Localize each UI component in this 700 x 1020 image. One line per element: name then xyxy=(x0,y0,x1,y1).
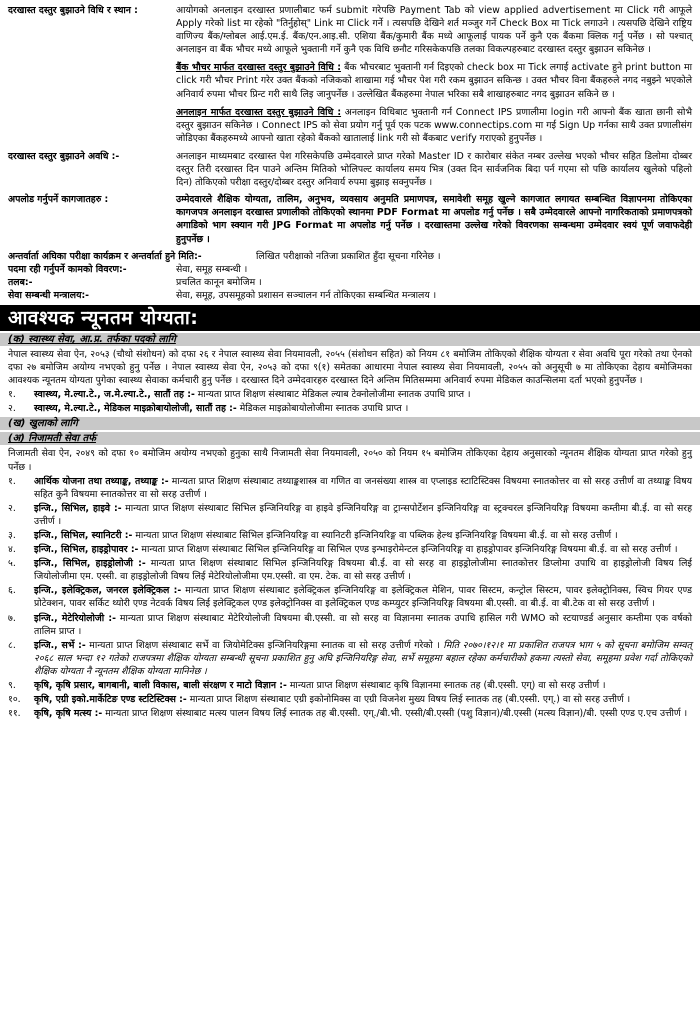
list-item xyxy=(8,502,692,528)
item-title: इन्जि., सिभिल, हाइवे :- xyxy=(34,502,122,514)
item-number: २. xyxy=(8,502,16,514)
info-row-value: लिखित परीक्षाको नतिजा प्रकाशित हुँदा सूचना गरिनेछ । xyxy=(256,250,441,262)
item-number: ३. xyxy=(8,530,16,541)
list-item xyxy=(8,529,692,542)
item-text: मान्यता प्राप्त शिक्षण संस्थाबाट इलेक्ट्रिकल इन्जिनियरिङ्ग वा इलेक्ट्रिकल मेशिन, पावर सिस्टम, कन्ट्रोल सिस्टम, पावर इलेक्ट्रोनिक्स, स्विच गियर एण्ड प्रोटेक्शन, पावर सर्किट थ्योरी एण्ड नेटवर्क विषय लिई इलेक्ट्रिकल एण्ड इलेक्ट्रोनिक्स वा इलेक्ट्रिकल एण्ड कम्प्युटर इन्जिनियरिङ्ग विषयमा बी.एस्सी. वा बी.ई. वा बी.टेक वा सो सरह उत्तीर्ण । xyxy=(34,585,692,610)
list-item xyxy=(8,639,692,678)
item-number: ७. xyxy=(8,612,16,624)
item-text: मान्यता प्राप्त शिक्षण संस्थाबाट मेडिकल ल्याब टेक्नोलोजीमा स्नातक उपाधि प्राप्त । xyxy=(197,389,471,401)
item-text: मान्यता प्राप्त शिक्षण संस्थाबाट मत्स्य पालन विषय लिई स्नातक तह बी.एस्सी. एग्./बी.भी. एस्सी/बी.एस्सी (पशु विज्ञान)/बी.एस्सी (मत्स्य विज्ञान)/बी. एस्सी एण्ड ए.एच उत्तीर्ण । xyxy=(105,708,688,720)
deadline-text: अनलाइन माध्यमबाट दरखास्त पेश गरिसकेपछि उम्मेदवारले प्राप्त गरेको Master ID र कारोबार संकेत नम्बर उल्लेख भएको भौचर सहित डिलोमा दोब्बर दस्तुर तिरी दरखास्त दिन पाउने अन्तिम मितिको भोलिपल्ट कार्यालय समय भित्र (उक्त दिन सार्वजनिक बिदा पर्न गएमा सो पछि कार्यालय खुलेको पहिलो दिन) तोकिएको परीक्षा दस्तुर/दोब्बर दस्तुर अनिवार्य रुपमा बुझाइ सक्नुपर्नेछ । xyxy=(176,150,692,189)
item-text: मान्यता प्राप्त शिक्षण संस्थाबाट सिभिल इन्जिनियरिङ्ग वा सिभिल एण्ड इन्भाइरोमेन्टल इन्जिनियरिङ्ग वा हाइड्रोपावर इन्जिनियरिङ्ग विषयमा बी.ई. वा सो सरह उत्तीर्ण । xyxy=(141,544,678,556)
item-title: स्वास्थ्य, मे.ल्या.टे., मेडिकल माइक्रोबायोलोजी, सातौं तह :- xyxy=(34,403,237,415)
apply-method-text: आयोगको अनलाइन दरखास्त प्रणालीबाट फर्म submit गरेपछि Payment Tab को view applied advertisement मा Click गरी आफूले Apply गरेको list मा रहेको "तिर्नुहोस्" Link मा Click गर्ने । त्यसपछि देखिने शर्त मञ्जुर गर्ने Check Box मा Tick लगाउने । त्यसपछि देखिने राष्ट्रिय वाणिज्य बैंक/ग्लोबल आई.एम.ई. बैंक/एन.आइ.सी. एशिया बैंक/कुमारी बैंक मध्ये आफूलाई पायक पर्ने कुनै एक बैंकमा क्लिक गर्नु पर्नेछ । सो पश्चात् अनलाइन वा बैंक भौचर मध्ये आफूले भुक्तानी गर्ने कुनै एक विधि छनौट गरिसकेकपछि तलका विकल्पहरुबाट दरखास्त दस्तुर बुझाउन सकिनेछ । xyxy=(176,5,692,56)
list-item xyxy=(8,584,692,610)
item-title: इन्जि., सिभिल, हाइड्रोलोजी :- xyxy=(34,558,146,570)
item-number: १०. xyxy=(8,694,21,706)
item-text: मान्यता प्राप्त शिक्षण संस्थाबाट तथ्याङ्कशास्त्र वा गणित वा जनसंख्या शास्त्र वा एप्लाइड स्टाटिस्टिक्स विषयमा स्नातकोत्तर वा सो सरह उत्तीर्ण वा तथ्याङ्क विषय सहित कुनै विषयमा स्नातकोत्तर वा सो सरह उत्तीर्ण । xyxy=(34,475,692,500)
open-heading: (ख) खुलाको लागि xyxy=(0,417,700,430)
list-item xyxy=(8,543,692,556)
item-number: ८. xyxy=(8,639,16,651)
item-title: स्वास्थ्य, मे.ल्या.टे., ज.मे.ल्या.टे., सातौं तह :- xyxy=(34,389,195,401)
online-method xyxy=(176,106,692,145)
item-text: मेडिकल माइक्रोबायोलोजीमा स्नातक उपाधि प्राप्त । xyxy=(239,403,409,415)
info-row-label: सेवा सम्बन्धी मन्त्रालय:- xyxy=(8,289,90,301)
info-row-value: प्रचलित कानून बमोजिम । xyxy=(176,276,262,288)
info-row-ministry xyxy=(8,289,692,302)
list-item xyxy=(8,475,692,501)
list-item xyxy=(8,388,692,401)
info-row-value: सेवा, समूह, उपसमूहको प्रशासन सञ्चालन गर्न तोकिएका सम्बन्धित मन्त्रालय । xyxy=(176,289,437,301)
item-title: इन्जि., सिभिल, हाइड्रोपावर :- xyxy=(34,544,139,556)
apply-method-label: दरखास्त दस्तुर बुझाउने विधि र स्थान : xyxy=(8,5,138,16)
civil-items xyxy=(8,475,692,721)
item-text: मान्यता प्राप्त शिक्षण संस्थाबाट सर्भे वा जियोमेटिक्स इन्जिनियरिङ्गमा स्नातक वा सो सरह उत्तीर्ण गरेको । xyxy=(89,639,440,651)
info-row-label: अन्तर्वार्ता अघिका परीक्षा कार्यक्रम र अन्तर्वार्ता हुने मिति:- xyxy=(8,250,202,262)
item-text: मान्यता प्राप्त शिक्षण संस्थाबाट मेटेरियोलोजी विषयमा बी.एस्सी. वा सो सरह वा विज्ञानमा स्नातक उपाधि हासिल गरी WMO को स्टयाण्डर्ड अनुसार कम्तीमा एक वर्षको तालिम प्राप्त । xyxy=(34,612,692,637)
item-number: १. xyxy=(8,475,16,487)
list-item xyxy=(8,693,692,706)
list-item xyxy=(8,402,692,415)
health-service-heading: (क) स्वास्थ्य सेवा, आ.प्र. तर्फका पदको लागि xyxy=(0,333,700,346)
info-rows xyxy=(8,250,692,302)
info-row-label: तलब:- xyxy=(8,276,33,288)
list-item xyxy=(8,557,692,583)
item-text: मान्यता प्राप्त शिक्षण संस्थाबाट सिभिल इन्जिनियरिङ्ग वा स्यानिटरी इन्जिनियरिङ्ग वा पब्लिक हेल्थ इन्जिनियरिङ्ग विषयमा बी.ई. वा सो सरह उत्तीर्ण । xyxy=(135,530,618,541)
online-method-text: अनलाइन विधिबाट भुक्तानी गर्न Connect IPS प्रणालीमा login गरी आफ्नो बैंक खाता छानी सोभै दस्तुर बुझाउन सकिनेछ । Connect IPS को सेवा प्रयोग गर्नु पूर्व एक पटक www.connectips.com मा गई Sign Up गर्नका साथै उक्त प्रणालीसंग जोडिएका बैंकहरुमध्ये आफ्नो खाता रहेको बैंकको खातालाई link गरी सो बैंकबाट verify गराएको हुनुपर्नेछ । xyxy=(176,106,693,144)
list-item xyxy=(8,679,692,692)
info-row-duties xyxy=(8,263,692,276)
item-title: इन्जि., सर्भे :- xyxy=(34,639,86,651)
item-number: ९. xyxy=(8,680,16,692)
list-item xyxy=(8,612,692,638)
upload-section xyxy=(8,193,692,245)
civil-service-paragraph: निजामती सेवा ऐन, २०४९ को दफा १० बमोजिम अयोग्य नभएको हुनुका साथै निजामती सेवा नियमावली, २०५० को नियम १५ बमोजिम तोकिएका देहाय अनुसारको न्यूनतम शैक्षिक योग्यता प्राप्त गरेको हुनु पर्नेछ । xyxy=(8,448,692,473)
item-title: कृषि, कृषि प्रसार, बागबानी, बाली विकास, बाली संरक्षण र माटो विज्ञान :- xyxy=(34,680,287,692)
upload-label: अपलोड गर्नुपर्ने कागजातहरु : xyxy=(8,194,109,206)
item-title: इन्जि., इलेक्ट्रिकल, जनरल इलेक्ट्रिकल :- xyxy=(34,585,182,597)
item-text: मान्यता प्राप्त शिक्षण संस्थाबाट सिभिल इन्जिनियरिङ्ग विषयमा बी.ई. वा सो सरह वा हाइड्रोलोजीमा स्नातकोत्तर डिप्लोमा उपाधि वा हाइड्रोलोजी विषय लिई जियोलोजीमा एम. एस्सी. वा हाइड्रोलोजी विषय लिई मेटेरियोलोजीमा एम.एस्सी. वा एम. टेक. वा सो सरह उत्तीर्ण । xyxy=(34,558,692,583)
item-title: आर्थिक योजना तथा तथ्याङ्क, तथ्याङ्क :- xyxy=(34,475,169,487)
info-row-label: पदमा रही गर्नुपर्ने कामको विवरण:- xyxy=(8,263,127,275)
apply-method-section xyxy=(8,4,692,56)
upload-text: उम्मेदवारले शैक्षिक योग्यता, तालिम, अनुभव, व्यवसाय अनुमति प्रमाणपत्र, समावेशी समूह खुल्ने कागजात लगायत सम्बन्धित विज्ञापनमा तोकिएका कागजपत्र अनलाइन दरखास्त प्रणालीको तोकिएको स्थानमा PDF Format मा अपलोड गर्नु पर्नेछ । सबै उम्मेदवारले आफ्नो नागरिकताको प्रमाणपत्रको अगाडिको भाग स्क्यान गरी JPG Format मा अपलोड गर्नु पर्नेछ । दरखास्तमा उल्लेख गरेको विवरणका सम्बन्धमा उम्मेदवार स्वयं पूर्ण जवाफदेही हुनुपर्नेछ । xyxy=(176,194,692,245)
item-text: मान्यता प्राप्त शिक्षण संस्थाबाट सिभिल इन्जिनियरिङ्ग वा हाइवे इन्जिनियरिङ्ग वा ट्रान्सपोर्टेशन इन्जिनियरिङ्ग वा स्ट्रक्चरल इन्जिनियरिङ्ग विषयमा कम्तीमा बी.ई. वा सो सरह उत्तीर्ण । xyxy=(34,502,692,527)
item-number: ६. xyxy=(8,585,16,597)
list-item xyxy=(8,707,692,720)
voucher-method xyxy=(176,61,692,100)
voucher-method-text: बैंक भौचरबाट भुक्तानी गर्न दिइएको check box मा Tick लगाई activate हुने print button मा click गरी भौचर Print गरेर उक्त बैंकको नजिकको शाखामा गई भौचर पेश गरी रकम बुझाउन सकिन्छ । उक्त भौचर विना बैंकहरुले नगद नबुझ्ने भएकोले अनिवार्य रुपमा भौचर प्रिन्ट गरी साथै लिइ जानुपर्नेछ । उल्लेखित बैंकहरुमा नेपाल भरिका सबै शाखाहरुबाट नगद बुझाउन सकिने छ । xyxy=(176,62,692,100)
item-title: कृषि, कृषि मत्स्य :- xyxy=(34,708,103,720)
qualification-banner: आवश्यक न्यूनतम योग्यता: xyxy=(0,305,700,331)
item-number: ४. xyxy=(8,544,16,556)
online-method-heading: अनलाइन मार्फत दरखास्त दस्तुर बुझाउने विधि : xyxy=(176,106,342,118)
health-items xyxy=(8,388,692,415)
item-text: मान्यता प्राप्त शिक्षण संस्थाबाट एग्री इकोनोमिक्स वा एग्री विजनेश मुख्य विषय लिई स्नातक तह (बी.एस्सी. एग्.) वा सो सरह उत्तीर्ण । xyxy=(189,694,631,706)
info-row-value: सेवा, समूह सम्बन्धी । xyxy=(176,263,248,275)
item-number: २. xyxy=(8,403,16,415)
item-number: १. xyxy=(8,389,16,401)
item-title: कृषि, एग्री इको.मार्केटिङ एण्ड स्टटिस्टिक्स :- xyxy=(34,694,187,706)
info-row-salary xyxy=(8,276,692,289)
health-service-paragraph: नेपाल स्वास्थ्य सेवा ऐन, २०५३ (चौथो संशोधन) को दफा २६ र नेपाल स्वास्थ्य सेवा नियमावली, २०५५ (संशोधन सहित) को नियम ८१ बमोजिम तोकिएको शैक्षिक योग्यता र सेवा अवधि पूरा गरेको तथा ऐनको दफा २७ बमोजिम अयोग्य नभएको हुनु पर्नेछ । नेपाल स्वास्थ्य सेवा ऐन, २०५३ को दफा ९(१) समेतका आधारमा नेपाल स्वास्थ्य सेवा नियमावली, २०५५ को अनुसूची ७ मा तोकिएका देहाय बमोजिमका आवश्यक न्यूनतम योग्यता पुगेका स्वास्थ्य सेवाका कर्मचारी हुनु पर्नेछ । दरखास्त दिने उम्मेदवारहरु दरखास्त दिने अन्तिम मितिसम्ममा अनिवार्य रुपमा मेडिकल काउन्सिलमा दर्ता भएको हुनुपर्नेछ । xyxy=(8,348,692,387)
deadline-section xyxy=(8,150,692,189)
item-title: इन्जि., सिभिल, स्यानिटरी :- xyxy=(34,530,133,541)
civil-service-heading: (अ) निजामती सेवा तर्फ xyxy=(0,432,700,445)
item-title: इन्जि., मेटेरियोलोजी :- xyxy=(34,612,116,624)
item-number: ११. xyxy=(8,708,21,720)
item-number: ५. xyxy=(8,558,16,570)
item-text: मान्यता प्राप्त शिक्षण संस्थाबाट कृषि विज्ञानमा स्नातक तह (बी.एस्सी. एग्) वा सो सरह उत्तीर्ण । xyxy=(289,680,606,692)
info-row-exam-date xyxy=(8,250,692,263)
voucher-method-heading: बैंक भौचर मार्फत दरखास्त दस्तुर बुझाउने विधि : xyxy=(176,62,341,74)
item-note: मिति २०७०।१२।१ मा प्रकाशित राजपत्र भाग ५ को सूचना बमोजिम सम्वत् २०६८ साल भन्दा १२ गतेको राजपत्रमा शैक्षिक योग्यता सम्बन्धी सूचना प्रकाशित हुनु अघि इन्जिनियरिङ्ग सेवा, सर्भे समूहमा बहाल रहेका कर्मचारीको हकमा त्यस्तो सेवा, समूहमा प्रवेश गर्दा तोकिएको शैक्षिक योग्यता नै न्यूनतम शैक्षिक योग्यता मानिनेछ । xyxy=(34,639,692,677)
deadline-label: दरखास्त दस्तुर बुझाउने अवधि :- xyxy=(8,150,120,162)
